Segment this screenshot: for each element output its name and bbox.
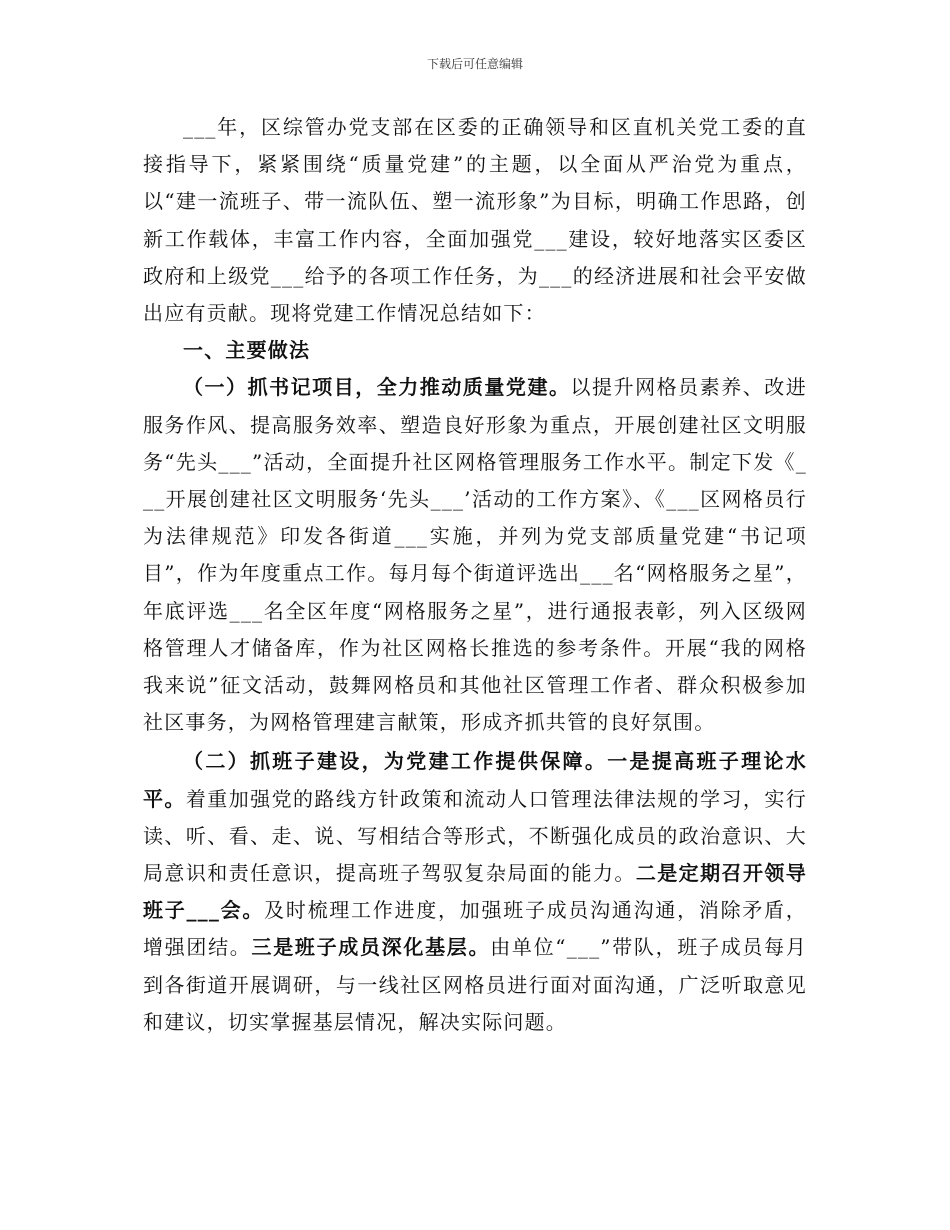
item2-sub3-title: 三是班子成员深化基层。 — [251, 935, 491, 960]
item2-sub2-title: 二是定期召开领导班子___会。 — [143, 861, 807, 923]
item1-text: 以提升网格员素养、改进服务作风、提高服务效率、塑造良好形象为重点，开展创建社区文明服务“先头___”活动，全面提升社区网格管理服务工作水平。制定下发《___开展创建社区文明服务‘先头___’活动的工作方案》、《___区网格员行为法律规范》印发各街道___实施，并列为党支部质量党建“书记项目”，作为年度重点工作。每月每个街道评选出___名“网格服务之星”，年底评选___名全区年度“网格服务之星”，进行通报表彰，列入区级网格管理人才储备库，作为社区网格长推选的参考条件。开展“我的网格我来说”征文活动，鼓舞网格员和其他社区管理工作者、群众积极参加社区事务，为网格管理建言献策，形成齐抓共管的良好氛围。 — [143, 375, 807, 735]
item1-paragraph — [143, 369, 807, 741]
intro-paragraph: ___年，区综管办党支部在区委的正确领导和区直机关党工委的直接指导下，紧紧围绕“质量党建”的主题，以全面从严治党为重点，以“建一流班子、带一流队伍、塑一流形象”为目标，明确工作思路，创新工作载体，丰富工作内容，全面加强党___建设，较好地落实区委区政府和上级党___给予的各项工作任务，为___的经济进展和社会平安做出应有贡献。现将党建工作情况总结如下： — [143, 115, 807, 326]
item2-sub3-text: 由单位“___”带队，班子成员每月到各街道开展调研，与一线社区网格员进行面对面沟通，广泛听取意见和建议，切实掌握基层情况，解决实际问题。 — [143, 935, 808, 1034]
item2-lead: （二）抓班子建设，为党建工作提供保障。 — [183, 749, 608, 774]
section-heading: 一、主要做法 — [183, 338, 311, 363]
item1-lead: （一）抓书记项目，全力推动质量党建。 — [183, 375, 571, 400]
item2-sub1-title: 一是提高班子理论水平。 — [143, 749, 807, 811]
item2-sub2-text: 及时梳理工作进度，加强班子成员沟通沟通，消除矛盾，增强团结。 — [143, 898, 807, 960]
document-body — [143, 109, 807, 1041]
page-header: 下载后可任意编辑 — [426, 57, 523, 71]
item2-sub1-text: 着重加强党的路线方针政策和流动人口管理法律法规的学习，实行读、听、看、走、说、写相结合等形式，不断强化成员的政治意识、大局意识和责任意识，提高班子驾驭复杂局面的能力。 — [143, 786, 807, 886]
item2-paragraph — [143, 743, 807, 1041]
